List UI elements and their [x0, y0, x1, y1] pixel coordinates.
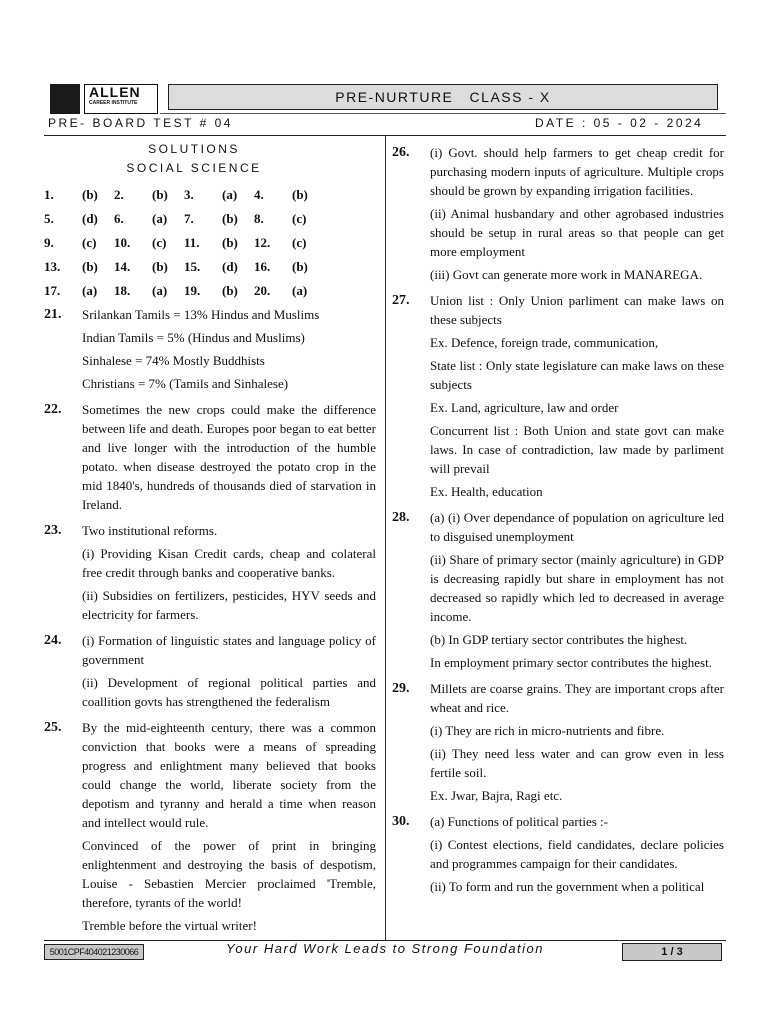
- answer-option: (a): [152, 282, 168, 298]
- answer-number: 16.: [254, 258, 271, 274]
- answer-paragraph: In employment primary sector contributes the highest.: [430, 655, 712, 670]
- answer-option: (b): [222, 282, 238, 298]
- class-title: PRE-NURTURE CLASS - X: [335, 89, 551, 105]
- question-number: 23.: [44, 523, 62, 538]
- answer-paragraph: Srilankan Tamils = 13% Hindus and Muslims: [82, 307, 320, 322]
- answer-row: [44, 230, 324, 254]
- question-answer: [82, 400, 376, 518]
- question-item: [392, 679, 724, 809]
- answer-option: (b): [222, 234, 238, 250]
- answer-paragraph: (ii) Animal husbandary and other agrobased industries should be setup in rural areas so that people can get more employment: [430, 206, 724, 259]
- answer-option: (d): [222, 258, 238, 274]
- question-number: 30.: [392, 814, 410, 829]
- answer-number: 20.: [254, 282, 271, 298]
- answer-paragraph: Concurrent list : Both Union and state govt can make laws. In case of contradiction, law made by parliment will prevail: [430, 423, 724, 476]
- answer-paragraph: Sometimes the new crops could make the difference between life and death. Europes poor began to eat better and live longer with the introduction of the humble potato. when disease destroyed the potato crop in the mid 1840's, hundreds of thousands died of starvation in Ireland.: [82, 402, 376, 512]
- answer-option: (a): [82, 282, 98, 298]
- answer-option: (b): [152, 186, 168, 202]
- answer-paragraph: Millets are coarse grains. They are important crops after wheat and rice.: [430, 681, 724, 715]
- answer-number: 5.: [44, 210, 54, 226]
- answer-number: 9.: [44, 234, 54, 250]
- question-answer: [430, 291, 724, 505]
- answer-paragraph: Union list : Only Union parliment can make laws on these subjects: [430, 293, 724, 327]
- question-answer: [82, 718, 376, 939]
- question-answer: [82, 631, 376, 715]
- answer-number: 6.: [114, 210, 124, 226]
- question-answer: [430, 508, 724, 676]
- question-answer: [430, 812, 724, 900]
- question-item: [392, 143, 724, 288]
- question-item: [44, 718, 376, 939]
- logo-wordmark: [84, 84, 158, 114]
- answer-number: 8.: [254, 210, 264, 226]
- left-questions: [44, 305, 376, 939]
- answer-paragraph: Ex. Health, education: [430, 484, 543, 499]
- answer-paragraph: Two institutional reforms.: [82, 523, 218, 538]
- logo-emblem: [50, 84, 80, 114]
- question-number: 29.: [392, 681, 410, 696]
- answer-paragraph: (ii) To form and run the government when a political: [430, 879, 705, 894]
- question-item: [44, 305, 376, 397]
- question-number: 21.: [44, 307, 62, 322]
- answer-paragraph: Ex. Jwar, Bajra, Ragi etc.: [430, 788, 563, 803]
- answer-paragraph: State list : Only state legislature can make laws on these subjects: [430, 358, 724, 392]
- answer-number: 2.: [114, 186, 124, 202]
- answer-option: (c): [292, 210, 307, 226]
- answer-paragraph: Ex. Defence, foreign trade, communication,: [430, 335, 659, 350]
- answer-option: (c): [152, 234, 167, 250]
- answer-number: 4.: [254, 186, 264, 202]
- answer-option: (b): [82, 186, 98, 202]
- answer-row: [44, 254, 324, 278]
- answer-row: [44, 182, 324, 206]
- question-number: 24.: [44, 633, 62, 648]
- answer-paragraph: (a) Functions of political parties :-: [430, 814, 608, 829]
- answer-number: 18.: [114, 282, 131, 298]
- answer-paragraph: (ii) Share of primary sector (mainly agriculture) in GDP is decreasing rapidly but share in employment has not decreased so rapidly which led to decreased in average income.: [430, 552, 724, 624]
- page-number: 1 / 3: [622, 943, 722, 961]
- answer-paragraph: (i) Providing Kisan Credit cards, cheap and colateral free credit through banks and cooperative banks.: [82, 546, 376, 580]
- answer-paragraph: (ii) Subsidies on fertilizers, pesticides, HYV seeds and electricity for farmers.: [82, 588, 376, 622]
- answer-option: (b): [292, 186, 308, 202]
- answer-paragraph: Tremble before the virtual writer!: [82, 918, 257, 933]
- answer-option: (a): [222, 186, 238, 202]
- answer-paragraph: (i) They are rich in micro-nutrients and fibre.: [430, 723, 665, 738]
- answer-paragraph: (i) Govt. should help farmers to get cheap credit for purchasing modern inputs of agriculture. Multiple crops should be grown by expanding irrigation facilities.: [430, 145, 724, 198]
- question-number: 25.: [44, 720, 62, 735]
- answer-row: [44, 206, 324, 230]
- question-answer: [82, 521, 376, 628]
- right-column: [392, 140, 724, 900]
- answer-paragraph: (b) In GDP tertiary sector contributes the highest.: [430, 632, 688, 647]
- question-item: [392, 508, 724, 676]
- question-answer: [430, 143, 724, 288]
- answer-paragraph: (i) Contest elections, field candidates, declare policies and programmes campaign for their candidates.: [430, 837, 724, 871]
- question-number: 22.: [44, 402, 62, 417]
- answer-option: (b): [222, 210, 238, 226]
- header-rule: [160, 113, 726, 114]
- answer-paragraph: Ex. Land, agriculture, law and order: [430, 400, 619, 415]
- question-answer: [430, 679, 724, 809]
- answer-number: 1.: [44, 186, 54, 202]
- answer-paragraph: Sinhalese = 74% Mostly Buddhists: [82, 353, 265, 368]
- answer-paragraph: By the mid-eighteenth century, there was a common conviction that books were a means of spreading progress and enlightment many believed that books could change the world, liberate society from the depotism and tyranny and herald a time when reason and intellect would rule.: [82, 720, 376, 830]
- answer-paragraph: Indian Tamils = 5% (Hindus and Muslims): [82, 330, 305, 345]
- answer-number: 3.: [184, 186, 194, 202]
- left-column: [44, 140, 376, 939]
- answer-paragraph: (a) (i) Over dependance of population on agriculture led to disguised unemployment: [430, 510, 724, 544]
- answer-number: 10.: [114, 234, 131, 250]
- question-item: [392, 812, 724, 900]
- answer-paragraph: (i) Formation of linguistic states and language policy of government: [82, 633, 376, 667]
- answer-key-table: [44, 182, 324, 302]
- question-number: 27.: [392, 293, 410, 308]
- paper-code: 5001CPF404021230066: [44, 944, 144, 960]
- test-name: PRE- BOARD TEST # 04: [48, 116, 233, 130]
- logo-brand: ALLEN: [89, 84, 141, 100]
- answer-option: (a): [152, 210, 168, 226]
- test-date: DATE : 05 - 02 - 2024: [535, 116, 704, 130]
- answer-number: 13.: [44, 258, 61, 274]
- answer-number: 11.: [184, 234, 200, 250]
- column-divider: [385, 135, 386, 940]
- answer-paragraph: (iii) Govt can generate more work in MANAREGA.: [430, 267, 703, 282]
- answer-number: 14.: [114, 258, 131, 274]
- subject-title: SOCIAL SCIENCE: [126, 161, 262, 175]
- question-item: [44, 400, 376, 518]
- answer-paragraph: Convinced of the power of print in bringing enlightenment and destroying the basis of despotism, Louise - Sebastien Mercier proclaimed 'Tremble, therefore, tyrants of the world!: [82, 838, 376, 910]
- answer-paragraph: (ii) They need less water and can grow even in less fertile soil.: [430, 746, 724, 780]
- footer-slogan: Your Hard Work Leads to Strong Foundation: [225, 941, 545, 956]
- answer-option: (b): [152, 258, 168, 274]
- question-item: [44, 631, 376, 715]
- question-number: 28.: [392, 510, 410, 525]
- answer-option: (d): [82, 210, 98, 226]
- answer-option: (b): [82, 258, 98, 274]
- solutions-title: SOLUTIONS: [148, 142, 240, 156]
- allen-logo: [50, 84, 158, 114]
- answer-option: (c): [292, 234, 307, 250]
- answer-number: 17.: [44, 282, 61, 298]
- question-answer: [82, 305, 376, 397]
- class-title-box: [168, 84, 718, 110]
- answer-number: 7.: [184, 210, 194, 226]
- question-item: [44, 521, 376, 628]
- answer-option: (a): [292, 282, 308, 298]
- answer-number: 12.: [254, 234, 271, 250]
- question-item: [392, 291, 724, 505]
- right-questions: [392, 143, 724, 900]
- answer-number: 15.: [184, 258, 201, 274]
- answer-paragraph: Christians = 7% (Tamils and Sinhalese): [82, 376, 289, 391]
- question-number: 26.: [392, 145, 410, 160]
- answer-paragraph: (ii) Development of regional political parties and coallition govts has strengthened the federalism: [82, 675, 376, 709]
- answer-option: (b): [292, 258, 308, 274]
- logo-institute: CAREER INSTITUTE: [89, 100, 138, 106]
- answer-number: 19.: [184, 282, 201, 298]
- answer-row: [44, 278, 324, 302]
- answer-option: (c): [82, 234, 97, 250]
